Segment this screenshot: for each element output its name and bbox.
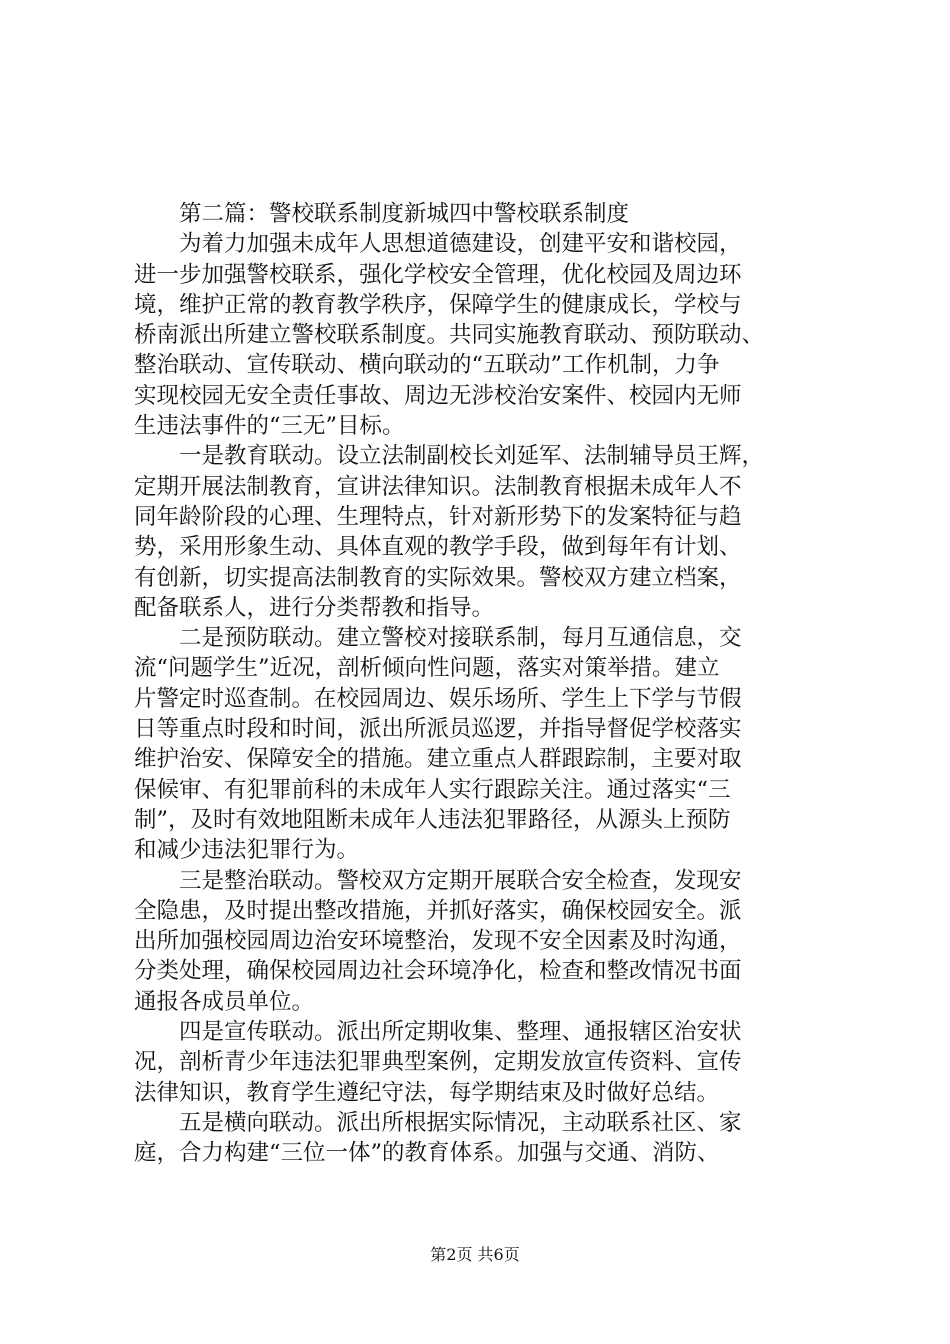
text-line: 生违法事件的“三无”目标。 — [134, 413, 405, 440]
text-line: 桥南派出所建立警校联系制度。共同实施教育联动、预防联动、 — [134, 322, 765, 349]
paragraph-prevention-linkage — [134, 623, 834, 865]
text-line: 配备联系人，进行分类帮教和指导。 — [134, 594, 495, 621]
text-line: 一是教育联动。设立法制副校长刘延军、法制辅导员王辉， — [179, 443, 765, 470]
text-line: 制”，及时有效地阻断未成年人违法犯罪路径，从源头上预防 — [134, 806, 731, 833]
text-line: 通报各成员单位。 — [134, 988, 315, 1015]
text-line: 况，剖析青少年违法犯罪典型案例，定期发放宣传资料、宣传 — [134, 1049, 742, 1076]
text-line: 进一步加强警校联系，强化学校安全管理，优化校园及周边环 — [134, 261, 742, 288]
text-line: 定期开展法制教育，宣讲法律知识。法制教育根据未成年人不 — [134, 473, 742, 500]
text-line: 四是宣传联动。派出所定期收集、整理、通报辖区治安状 — [179, 1019, 742, 1046]
text-line: 有创新，切实提高法制教育的实际效果。警校双方建立档案， — [134, 564, 742, 591]
text-line: 维护治安、保障安全的措施。建立重点人群跟踪制，主要对取 — [134, 746, 742, 773]
text-line: 法律知识，教育学生遵纪守法，每学期结束及时做好总结。 — [134, 1079, 720, 1106]
paragraph-intro — [134, 229, 834, 441]
text-line: 全隐患，及时提出整改措施，并抓好落实，确保校园安全。派 — [134, 897, 742, 924]
text-line: 同年龄阶段的心理、生理特点，针对新形势下的发案特征与趋 — [134, 503, 742, 530]
page-number-footer: 第2页 共6页 — [430, 1245, 520, 1264]
paragraph-education-linkage — [134, 441, 834, 623]
document-body — [134, 199, 834, 1169]
text-line: 势，采用形象生动、具体直观的教学手段，做到每年有计划、 — [134, 534, 742, 561]
text-line: 出所加强校园周边治安环境整治，发现不安全因素及时沟通， — [134, 928, 742, 955]
text-line: 和减少违法犯罪行为。 — [134, 837, 360, 864]
paragraph-publicity-linkage — [134, 1017, 834, 1108]
text-line: 二是预防联动。建立警校对接联系制，每月互通信息，交 — [179, 625, 742, 652]
text-line: 流“问题学生”近况，剖析倾向性问题，落实对策举措。建立 — [134, 655, 720, 682]
text-line: 三是整治联动。警校双方定期开展联合安全检查，发现安 — [179, 867, 742, 894]
text-line: 片警定时巡查制。在校园周边、娱乐场所、学生上下学与节假 — [134, 685, 742, 712]
text-line: 境，维护正常的教育教学秩序，保障学生的健康成长，学校与 — [134, 291, 742, 318]
text-line: 庭，合力构建“三位一体”的教育体系。加强与交通、消防、 — [134, 1140, 720, 1167]
text-line: 五是横向联动。派出所根据实际情况，主动联系社区、家 — [179, 1109, 742, 1136]
text-line: 实现校园无安全责任事故、周边无涉校治安案件、校园内无师 — [134, 382, 742, 409]
text-line: 日等重点时段和时间，派出所派员巡逻，并指导督促学校落实 — [134, 716, 742, 743]
text-line: 保候审、有犯罪前科的未成年人实行跟踪关注。通过落实“三 — [134, 776, 731, 803]
text-line: 分类处理，确保校园周边社会环境净化，检查和整改情况书面 — [134, 958, 742, 985]
text-line: 为着力加强未成年人思想道德建设，创建平安和谐校园， — [179, 231, 742, 258]
paragraph-rectification-linkage — [134, 866, 834, 1017]
paragraph-horizontal-linkage — [134, 1108, 834, 1169]
text-line: 整治联动、宣传联动、横向联动的“五联动”工作机制，力争 — [134, 352, 720, 379]
section-title: 第二篇：警校联系制度新城四中警校联系制度 — [179, 201, 630, 227]
